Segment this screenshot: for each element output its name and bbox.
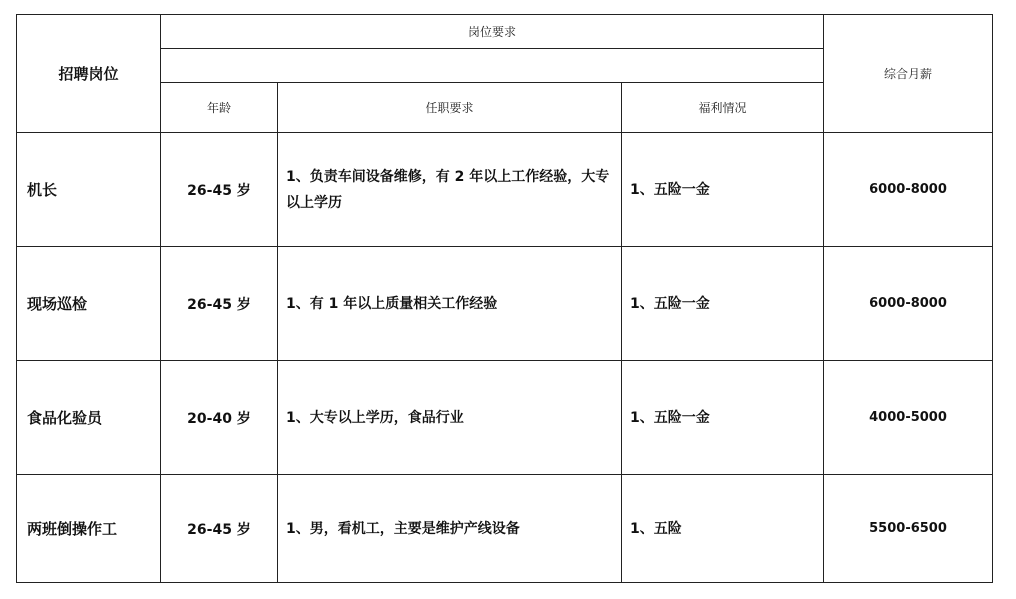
row-qualifications: 1、负责车间设备维修，有 2 年以上工作经验，大专以上学历 [278, 133, 622, 247]
header-age: 年龄 [161, 83, 278, 133]
table-row [17, 475, 993, 583]
table-row [17, 247, 993, 361]
header-requirements-group: 岗位要求 [161, 15, 824, 49]
header-position: 招聘岗位 [17, 15, 161, 133]
row-salary: 5500-6500 [824, 475, 993, 583]
table-row [17, 361, 993, 475]
row-age: 26-45 岁 [161, 247, 278, 361]
header-row-1 [17, 15, 993, 49]
row-qualifications: 1、大专以上学历，食品行业 [278, 361, 622, 475]
header-benefits: 福利情况 [622, 83, 824, 133]
table-row [17, 133, 993, 247]
row-position: 食品化验员 [17, 361, 161, 475]
row-benefits: 1、五险一金 [622, 133, 824, 247]
row-qualifications: 1、男，看机工，主要是维护产线设备 [278, 475, 622, 583]
row-benefits: 1、五险一金 [622, 361, 824, 475]
header-salary: 综合月薪 [824, 15, 993, 133]
row-age: 26-45 岁 [161, 475, 278, 583]
row-age: 26-45 岁 [161, 133, 278, 247]
header-spacer [161, 49, 824, 83]
row-position: 机长 [17, 133, 161, 247]
row-salary: 4000-5000 [824, 361, 993, 475]
row-age: 20-40 岁 [161, 361, 278, 475]
row-benefits: 1、五险一金 [622, 247, 824, 361]
row-benefits: 1、五险 [622, 475, 824, 583]
header-qualifications: 任职要求 [278, 83, 622, 133]
row-salary: 6000-8000 [824, 247, 993, 361]
row-qualifications: 1、有 1 年以上质量相关工作经验 [278, 247, 622, 361]
row-salary: 6000-8000 [824, 133, 993, 247]
row-position: 两班倒操作工 [17, 475, 161, 583]
row-position: 现场巡检 [17, 247, 161, 361]
recruitment-table [16, 14, 993, 583]
